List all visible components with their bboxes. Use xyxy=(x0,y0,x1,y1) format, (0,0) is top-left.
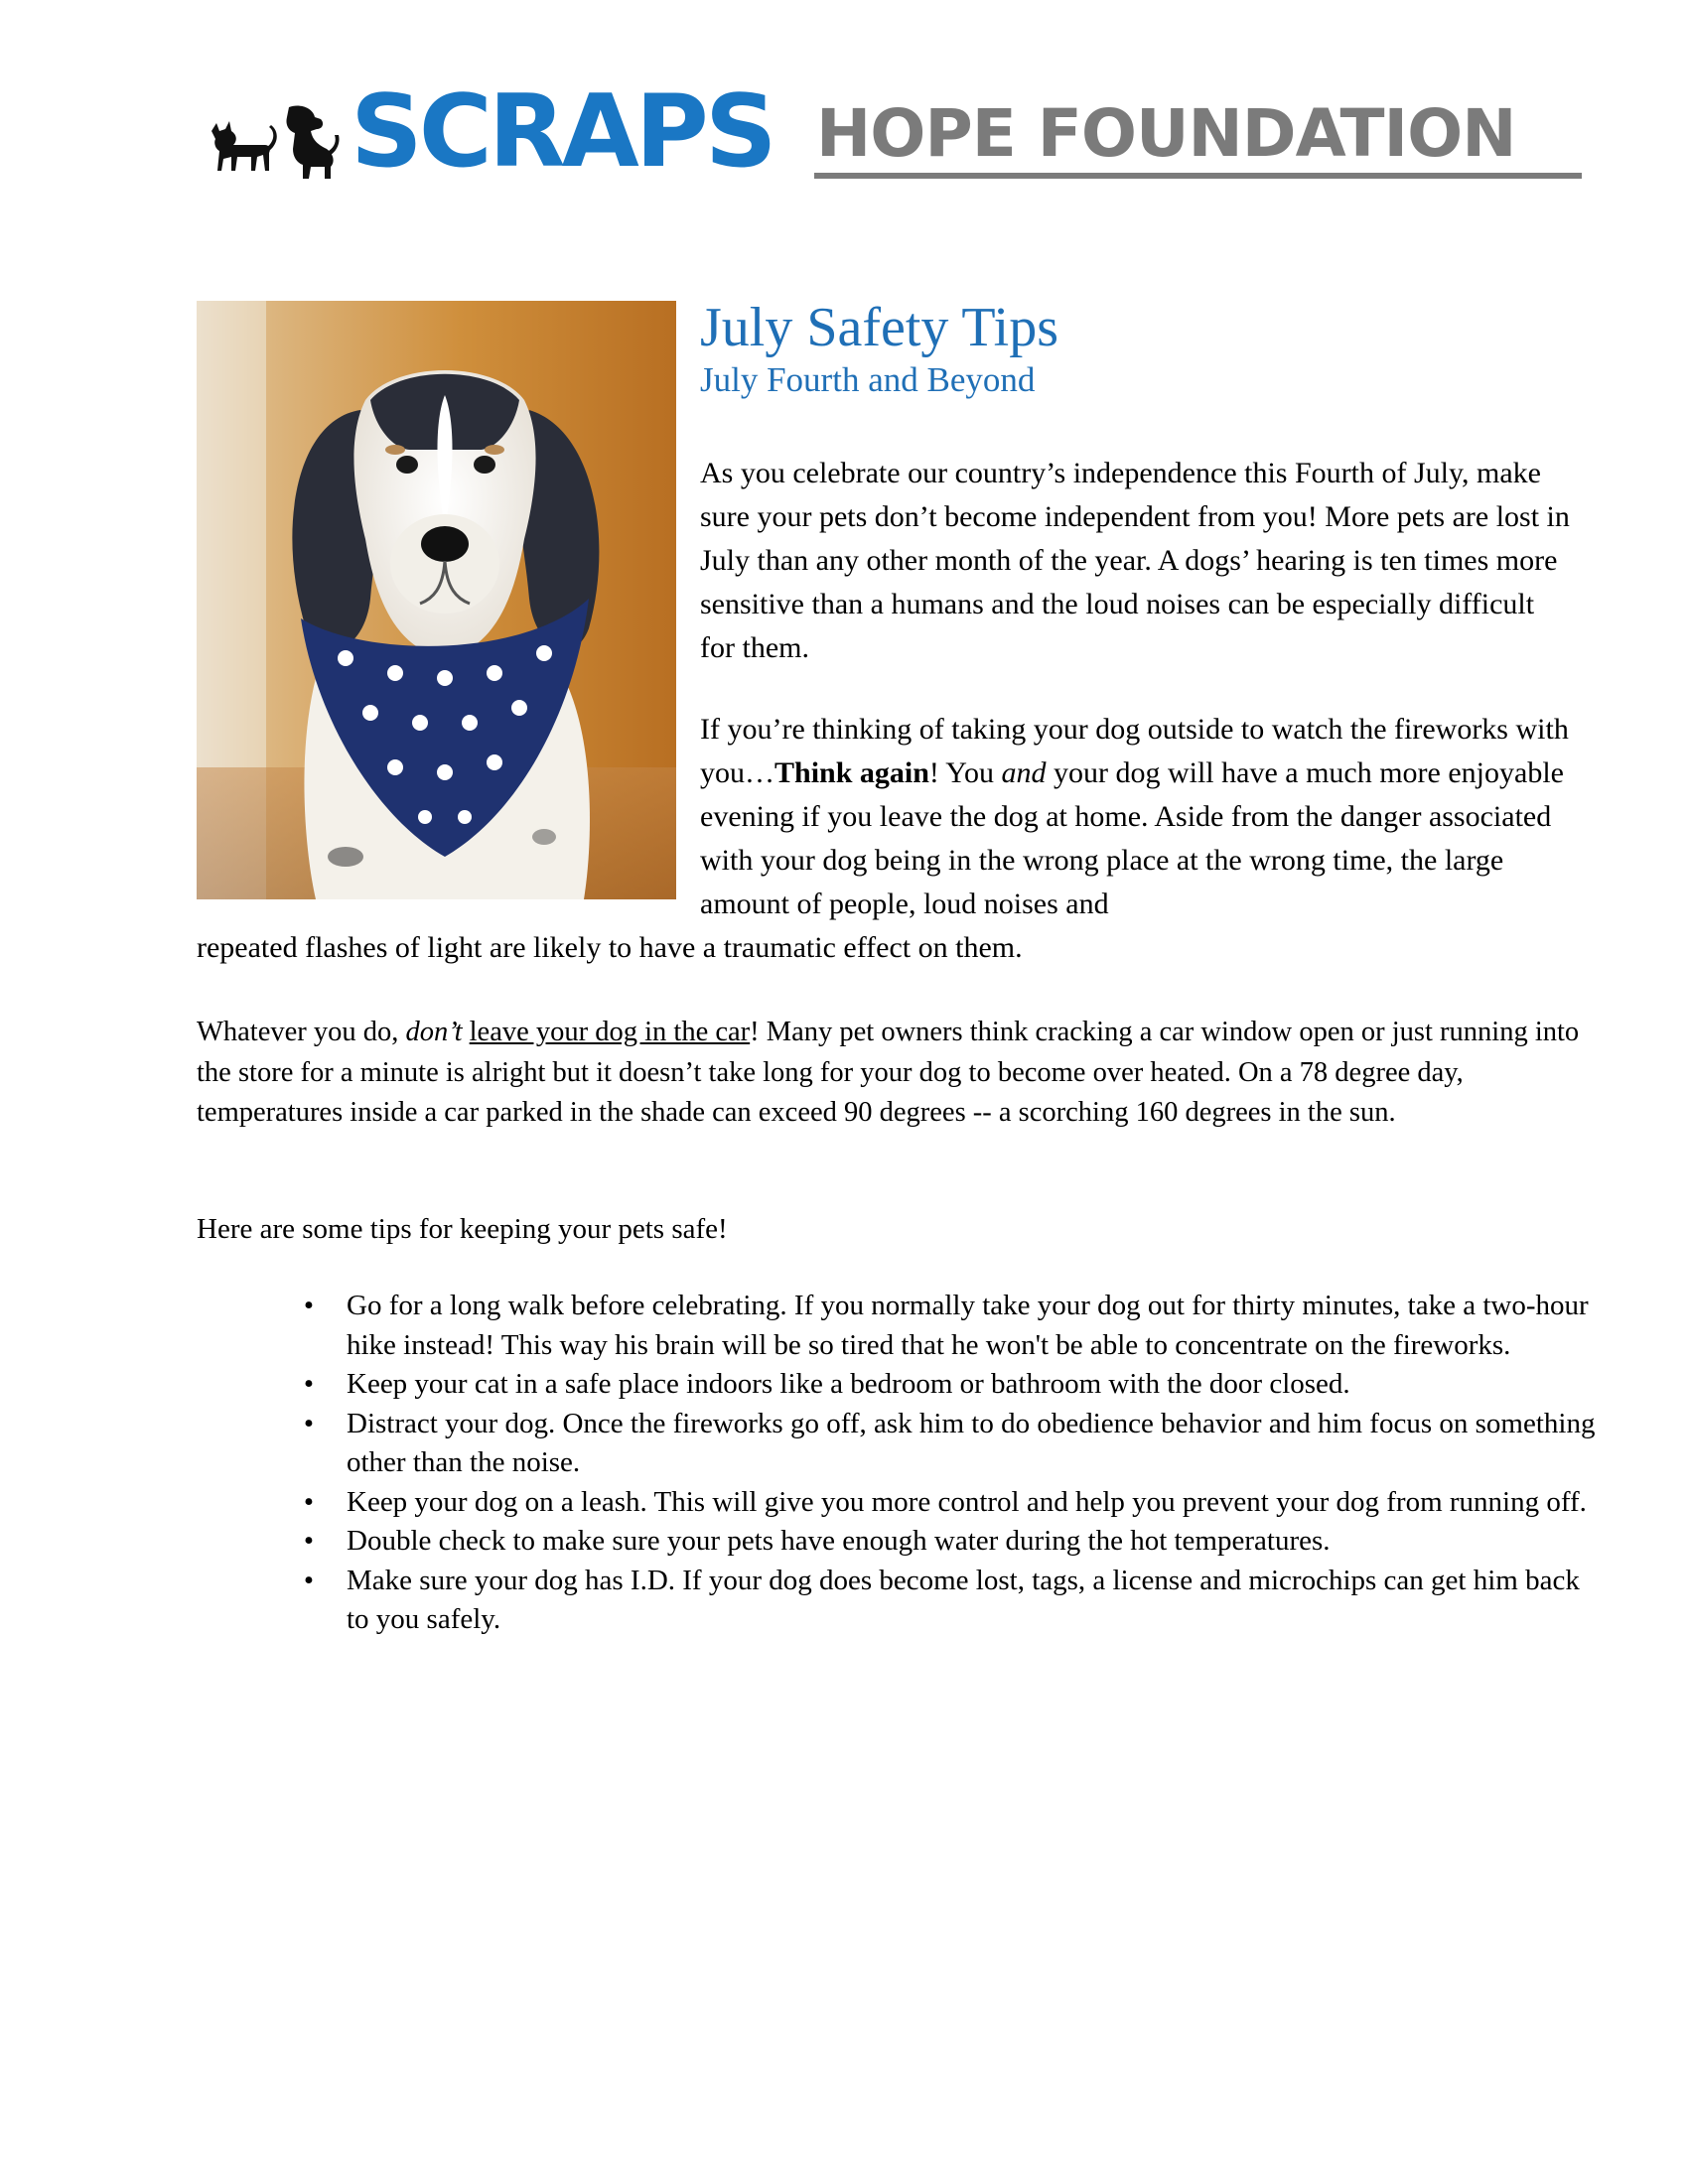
tip-text: Make sure your dog has I.D. If your dog does become lost, tags, a license and microchips can get him back to you safely. xyxy=(347,1564,1580,1635)
tip-text: Distract your dog. Once the fireworks go off, ask him to do obedience behavior and him focus on something other than the noise. xyxy=(347,1407,1596,1478)
tip-text: Go for a long walk before celebrating. If you normally take your dog out for thirty minutes, take a two-hour hike instead! This way his brain will be so tired that he won't be able to concentrate on the fireworks. xyxy=(347,1290,1589,1361)
think-again-emphasis: Think again xyxy=(774,756,929,789)
tip-text: Keep your cat in a safe place indoors like a bedroom or bathroom with the door closed. xyxy=(347,1368,1350,1400)
car-warning-lead-text: Whatever you do, xyxy=(197,1017,406,1047)
dont-emphasis: don’t xyxy=(405,1017,463,1047)
leave-dog-in-car-underline: leave your dog in the car xyxy=(469,1017,751,1047)
page-subtitle: July Fourth and Beyond xyxy=(700,359,1036,399)
fireworks-paragraph-continuation: repeated flashes of light are likely to have a traumatic effect on them. xyxy=(197,931,1023,964)
tips-intro: Here are some tips for keeping your pets safe! xyxy=(197,1213,728,1245)
dog-and-cat-silhouette-icon xyxy=(204,101,341,181)
tip-item xyxy=(294,1365,1605,1405)
bullet-icon: • xyxy=(303,1290,315,1321)
bullet-icon: • xyxy=(303,1485,315,1518)
fireworks-after-bold-text: ! You xyxy=(928,756,1002,789)
tip-item xyxy=(294,1405,1605,1483)
title-block xyxy=(700,298,1594,401)
tip-text: Double check to make sure your pets have enough water during the hot temperatures. xyxy=(347,1525,1331,1557)
fireworks-rest-text: your dog will have a much more enjoyable evening if you leave the dog at home. Aside from the danger associated with your dog being in the wrong place at the wrong time, the large amount of people, loud noises and xyxy=(700,756,1564,920)
tip-item xyxy=(294,1522,1605,1562)
tip-item xyxy=(294,1287,1605,1365)
brand-underline xyxy=(814,173,1582,179)
bullet-icon: • xyxy=(303,1368,315,1400)
bullet-icon: • xyxy=(303,1407,315,1439)
logo-header xyxy=(204,72,1584,190)
intro-paragraph: As you celebrate our country’s independence this Fourth of July, make sure your pets don’t become independent from you! More pets are lost in July than any other month of the year. A dogs’ hearing is ten times more sensitive than a humans and the loud noises can be especially difficult for them. xyxy=(700,457,1570,664)
tip-item xyxy=(294,1562,1605,1640)
car-warning-rest-text: ! Many pet owners think cracking a car window open or just running into the store for a minute is alright but it doesn’t take long for your dog to become over heated. On a 78 degree day, temperatures inside a car parked in the shade can exceed 90 degrees -- a scorching 160 degrees in the sun. xyxy=(197,1017,1580,1128)
tip-item xyxy=(294,1483,1605,1523)
brand-name-primary: SCRAPS xyxy=(351,72,774,190)
fireworks-paragraph xyxy=(700,708,1574,926)
page-title: July Safety Tips xyxy=(700,297,1058,358)
tips-list xyxy=(294,1287,1605,1640)
brand-name-secondary: HOPE FOUNDATION xyxy=(816,95,1516,172)
fireworks-lead-text: If you’re thinking of taking your dog outside to watch the fireworks with you… xyxy=(700,713,1569,789)
car-warning-paragraph xyxy=(197,1013,1597,1134)
and-emphasis: and xyxy=(1001,756,1047,789)
bullet-icon: • xyxy=(303,1564,315,1596)
bullet-icon: • xyxy=(303,1525,315,1557)
dog-with-star-bandana-photo xyxy=(197,301,676,899)
tip-text: Keep your dog on a leash. This will give you more control and help you prevent your dog from running off. xyxy=(347,1485,1587,1518)
